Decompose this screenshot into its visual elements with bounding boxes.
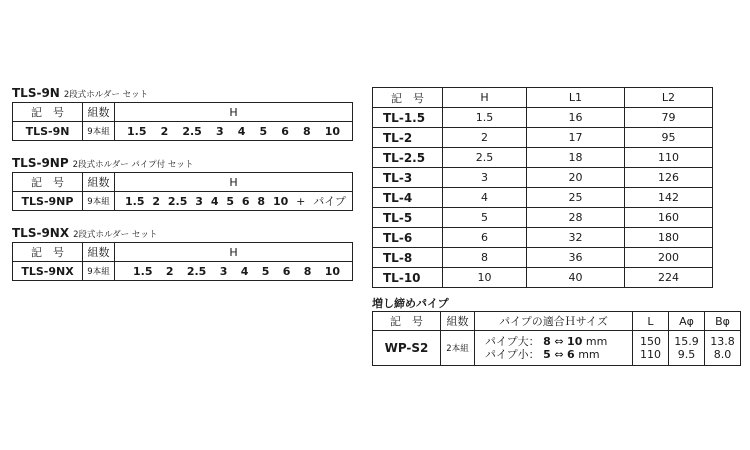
pipe-a-cell [669,331,705,366]
h-cell: 2.5 [443,148,527,168]
tool-code: TL-3 [373,168,443,188]
l2-cell: 200 [625,248,713,268]
h-value: 2 [152,194,161,208]
h-value: 10 [272,194,289,208]
tool-code: TL-5 [373,208,443,228]
pipe-small-line [475,348,632,361]
header-symbol: 記 号 [13,103,83,122]
unit-label: mm [585,335,608,348]
h-cell: 5 [443,208,527,228]
pipe-small-label: パイプ小： [485,348,540,361]
tool-code: TL-2 [373,128,443,148]
table-row [373,108,713,128]
set-code: TLS-9N [12,86,60,100]
header-symbol: 記 号 [13,173,83,192]
column-header: H [443,88,527,108]
h-cell: 3 [443,168,527,188]
pipe-large-label: パイプ大： [485,335,540,348]
column-header: L1 [527,88,625,108]
l2-cell: 126 [625,168,713,188]
table-header-row [373,88,713,108]
table-header-row [373,312,741,331]
set-code: TLS-9NP [12,156,69,170]
set-qty-cell: 9本組 [83,192,115,211]
l1-cell: 40 [527,268,625,288]
header-symbol: 記 号 [13,243,83,262]
l2-cell: 79 [625,108,713,128]
pipe-qty: 2本組 [441,331,475,366]
tool-code: TL-1.5 [373,108,443,128]
h-value: 8 [257,194,266,208]
l1-cell: 25 [527,188,625,208]
h-cell: 6 [443,228,527,248]
pipe-code: WP-S2 [373,331,441,366]
l1-cell: 20 [527,168,625,188]
h-value: 8 [303,264,312,278]
table-row [373,128,713,148]
header-qty: 組数 [83,243,115,262]
tool-code: TL-4 [373,188,443,208]
column-header: 記 号 [373,312,441,331]
pipe-large-to: 10 [567,335,583,348]
h-value: 10 [324,124,340,138]
pipe-large-from: 8 [543,335,551,348]
h-values-cell [115,262,353,281]
set-code-cell: TLS-9NX [13,262,83,281]
pipe-small-from: 5 [543,348,551,361]
pipe-l-cell [633,331,669,366]
h-values-cell [115,122,353,141]
bidirectional-arrow-icon: ⇔ [554,335,564,348]
l1-cell: 32 [527,228,625,248]
h-value: 3 [215,124,224,138]
header-h: H [115,103,353,122]
table-row [373,228,713,248]
set-title-tls-9nx [12,226,157,240]
h-value: 3 [219,264,228,278]
set-table-tls-9np [12,172,353,211]
plus-sign: + [296,194,306,208]
set-description: 2段式ホルダー セット [63,90,149,100]
set-code-cell: TLS-9N [13,122,83,141]
column-header: 記 号 [373,88,443,108]
h-value: 5 [261,264,270,278]
column-header: Aφ [669,312,705,331]
tool-length-table [372,87,713,288]
pipe-small-to: 6 [567,348,575,361]
h-values-cell [115,192,353,211]
table-row [373,208,713,228]
set-description: 2段式ホルダー セット [73,230,158,240]
l1-cell: 28 [527,208,625,228]
h-value: 6 [281,124,289,138]
l-value: 110 [640,348,661,361]
h-cell: 8 [443,248,527,268]
table-row [373,148,713,168]
header-qty: 組数 [83,173,115,192]
pipe-table [372,311,741,366]
l1-cell: 18 [527,148,625,168]
column-header: Bφ [705,312,741,331]
table-row [373,331,741,366]
a-value: 15.9 [674,335,699,348]
h-value: 3 [195,194,203,208]
column-header: パイプの適合Ｈサイズ [475,312,633,331]
pipe-large-line [475,335,632,348]
l2-cell: 110 [625,148,713,168]
set-qty-cell: 9本組 [83,122,115,141]
h-value: 4 [210,194,219,208]
pipe-fit-sizes [475,331,633,366]
l2-cell: 95 [625,128,713,148]
table-row [373,168,713,188]
header-qty: 組数 [83,103,115,122]
header-h: H [115,173,353,192]
l-value: 150 [640,335,661,348]
pipe-section-title: 増し締めパイプ [372,297,449,310]
bidirectional-arrow-icon: ⇔ [554,348,564,361]
set-title-tls-9np [12,156,193,170]
h-value: 2 [165,264,174,278]
b-value: 8.0 [713,348,732,361]
h-cell: 2 [443,128,527,148]
header-h: H [115,243,353,262]
h-value: 5 [259,124,268,138]
h-value: 4 [240,264,249,278]
l1-cell: 36 [527,248,625,268]
l2-cell: 142 [625,188,713,208]
pipe-b-cell [705,331,741,366]
set-table-tls-9nx [12,242,353,281]
set-title-tls-9n [12,86,148,100]
h-value: 2 [160,124,169,138]
l2-cell: 224 [625,268,713,288]
h-cell: 10 [443,268,527,288]
column-header: 組数 [441,312,475,331]
b-value: 13.8 [710,335,735,348]
set-code-cell: TLS-9NP [13,192,83,211]
l2-cell: 160 [625,208,713,228]
unit-label: mm [578,348,600,361]
h-value: 2.5 [167,194,188,208]
column-header: L2 [625,88,713,108]
h-value: 2.5 [186,264,207,278]
pipe-label: パイプ [313,195,346,208]
set-description: 2段式ホルダー パイプ付 セット [72,160,194,170]
a-value: 9.5 [677,348,696,361]
h-cell: 4 [443,188,527,208]
table-row [373,188,713,208]
set-table-tls-9n [12,102,353,141]
h-value: 1.5 [133,264,153,278]
tool-code: TL-2.5 [373,148,443,168]
h-value: 2.5 [182,124,202,138]
table-row [373,268,713,288]
tool-code: TL-8 [373,248,443,268]
column-header: L [633,312,669,331]
table-row [373,248,713,268]
h-cell: 1.5 [443,108,527,128]
h-value: 4 [237,124,246,138]
h-value: 1.5 [127,124,147,138]
set-qty-cell: 9本組 [83,262,115,281]
l2-cell: 180 [625,228,713,248]
l1-cell: 17 [527,128,625,148]
tool-code: TL-6 [373,228,443,248]
h-value: 8 [302,124,311,138]
h-value: 5 [226,194,234,208]
tool-code: TL-10 [373,268,443,288]
set-code: TLS-9NX [12,226,70,240]
h-value: 1.5 [125,194,145,208]
h-value: 6 [282,264,291,278]
l1-cell: 16 [527,108,625,128]
h-value: 10 [324,264,340,278]
h-value: 6 [241,194,250,208]
